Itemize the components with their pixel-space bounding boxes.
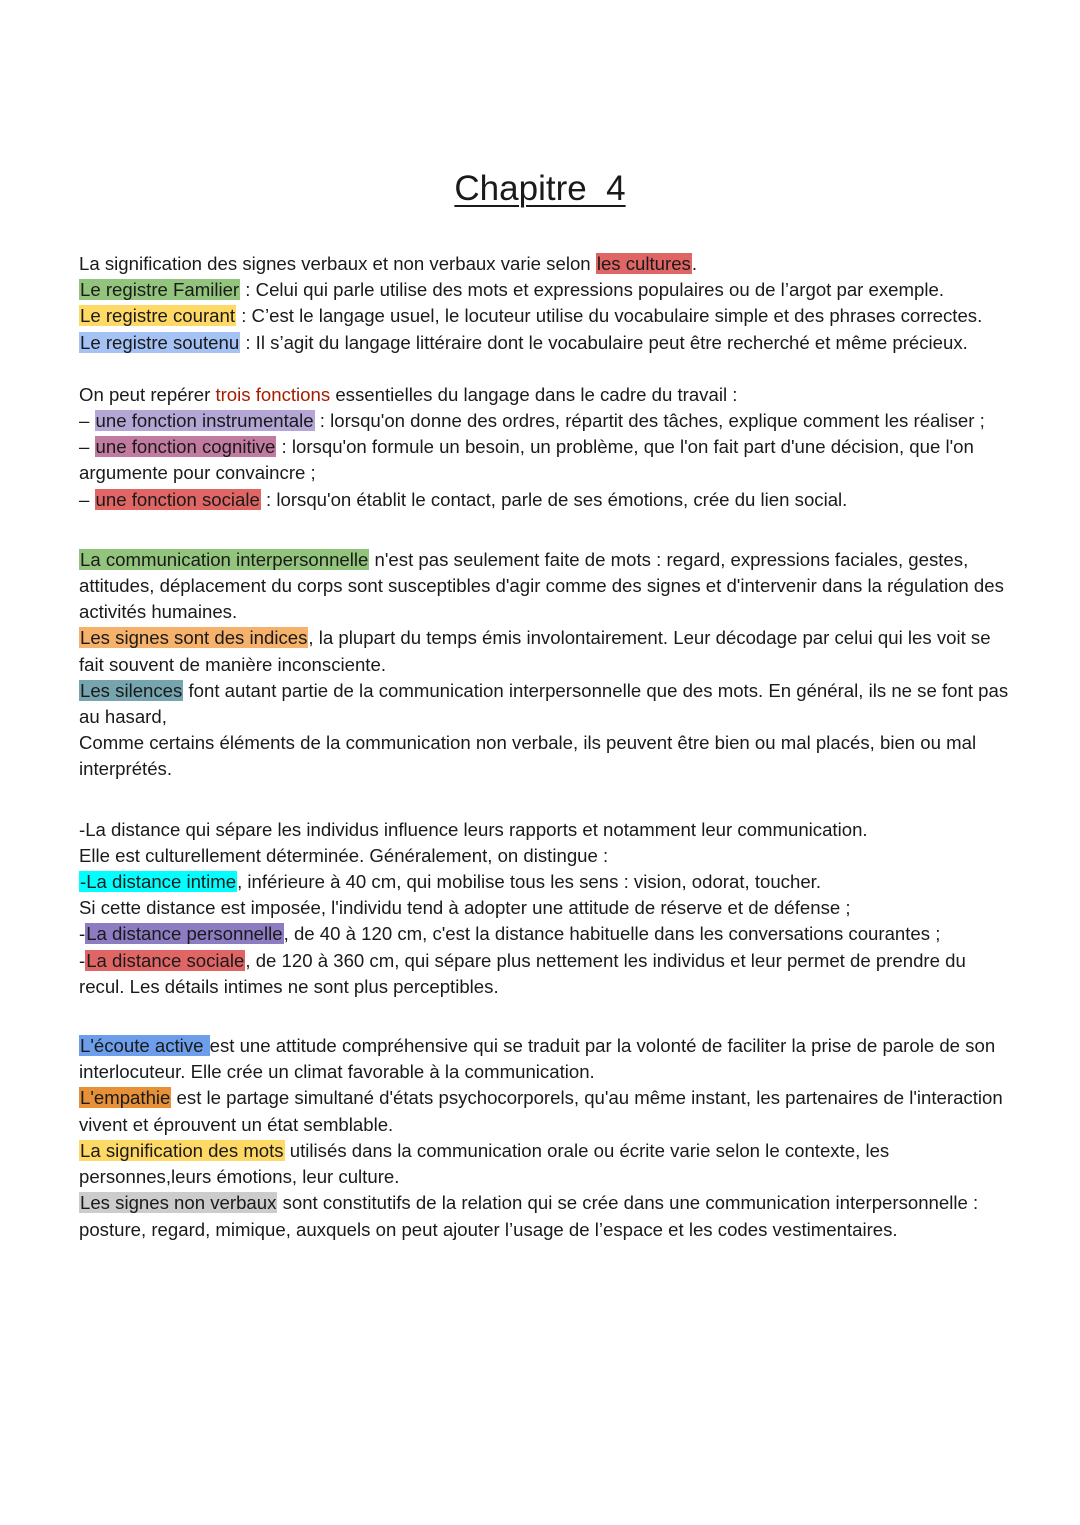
fonction-cognitive-item: – une fonction cognitive : lorsqu'on formule un besoin, un problème, que l'on fait part d'une décision, que l'on argumente pour convaincre ; (79, 436, 974, 484)
highlight-ecoute-active: L'écoute active (80, 1035, 209, 1057)
registre-familier-paragraph: Le registre Familier : Celui qui parle utilise des mots et expressions populaires ou de l’argot par exemple. (80, 279, 944, 301)
distance-sociale-item: -La distance sociale, de 120 à 360 cm, qui sépare plus nettement les individus et leur permet de prendre du recul. Les détails intimes ne sont plus perceptibles. (79, 949, 966, 997)
section-spacer (79, 513, 1009, 547)
distance-personnelle-item: -La distance personnelle, de 40 à 120 cm, c'est la distance habituelle dans les conversations courantes ; (79, 923, 941, 945)
ecoute-active-paragraph: L'écoute active est une attitude compréhensive qui se traduit par la volonté de faciliter la prise de parole de son interlocuteur. Elle crée un climat favorable à la communication. (79, 1035, 996, 1083)
signes-non-verbaux-paragraph: Les signes non verbaux sont constitutifs de la relation qui se crée dans une communication interpersonnelle : posture, regard, mimique, auxquels on peut ajouter l’usage de l’espace et les codes vestimentaires. (79, 1192, 979, 1240)
empathie-paragraph: L'empathie est le partage simultané d'états psychocorporels, qu'au même instant, les partenaires de l'interaction vivent et éprouvent un état semblable. (79, 1087, 1003, 1135)
highlight-signes-indices: Les signes sont des indices (80, 627, 308, 649)
highlight-signes-non-verbaux: Les signes non verbaux (80, 1192, 277, 1214)
highlight-les-silences: Les silences (80, 679, 183, 701)
fonction-instrumentale-item: – une fonction instrumentale : lorsqu'on donne des ordres, répartit des tâches, explique comment les réaliser ; (79, 410, 985, 432)
page-title-text: Chapitre 4 (454, 169, 626, 208)
signes-indices-paragraph: Les signes sont des indices, la plupart du temps émis involontairement. Leur décodage par celui qui les voit se fait souvent de manière inconsciente. (79, 627, 991, 675)
highlight-distance-personnelle: La distance personnelle (86, 923, 283, 945)
highlight-fonction-sociale: une fonction sociale (95, 488, 260, 510)
silences-paragraph: Les silences font autant partie de la communication interpersonnelle que des mots. En général, ils ne se font pas au hasard, (79, 679, 1009, 728)
distance-culture-paragraph: Elle est culturellement déterminée. Généralement, on distingue : (79, 844, 609, 866)
highlight-signification-mots: La signification des mots (80, 1139, 284, 1161)
highlight-distance-sociale: La distance sociale (86, 949, 245, 971)
distance-intime-item: -La distance intime, inférieure à 40 cm, qui mobilise tous les sens : vision, odorat, toucher. (80, 871, 821, 893)
highlight-communication-interpersonnelle: La communication interpersonnelle (80, 548, 369, 570)
fonctions-intro-paragraph: On peut repérer trois fonctions essentielles du langage dans le cadre du travail : (79, 383, 738, 405)
highlight-fonction-instrumentale: une fonction instrumentale (95, 410, 314, 432)
section-spacer (79, 1000, 1009, 1033)
highlight-les-cultures: les cultures (596, 253, 691, 274)
communication-interpersonnelle-paragraph: La communication interpersonnelle n'est pas seulement faite de mots : regard, expressions faciales, gestes, attitudes, déplacement du corps sont susceptibles d'agir comme des signes et d'intervenir dans la régulation des activités humaines. (79, 548, 1004, 623)
highlight-distance-intime: -La distance intime (80, 871, 237, 893)
red-text-trois-fonctions: trois fonctions (215, 383, 331, 405)
distance-imposee-paragraph: Si cette distance est imposée, l'individu tend à adopter une attitude de réserve et de défense ; (79, 897, 851, 919)
signification-mots-paragraph: La signification des mots utilisés dans la communication orale ou écrite varie selon le contexte, les personnes,leurs émotions, leur culture. (79, 1139, 890, 1188)
distance-intro-paragraph: -La distance qui sépare les individus influence leurs rapports et notamment leur communication. (79, 818, 868, 840)
section-spacer (79, 356, 1009, 382)
page-title (0, 168, 1080, 210)
document-body (79, 251, 1009, 1243)
registre-courant-paragraph: Le registre courant : C’est le langage usuel, le locuteur utilise du vocabulaire simple et des phrases correctes. (80, 305, 983, 327)
intro-paragraph: La signification des signes verbaux et non verbaux varie selon les cultures. (79, 253, 698, 274)
highlight-registre-courant: Le registre courant (80, 305, 236, 327)
fonction-sociale-item: – une fonction sociale : lorsqu'on établit le contact, parle de ses émotions, crée du lien social. (79, 488, 848, 510)
highlight-registre-familier: Le registre Familier (80, 279, 240, 301)
highlight-empathie: L'empathie (80, 1087, 171, 1109)
highlight-fonction-cognitive: une fonction cognitive (95, 436, 276, 458)
registre-soutenu-paragraph: Le registre soutenu : Il s’agit du langage littéraire dont le vocabulaire peut être recherché et même précieux. (80, 331, 968, 353)
highlight-registre-soutenu: Le registre soutenu (80, 331, 240, 353)
section-spacer (79, 783, 1009, 817)
non-verbale-paragraph: Comme certains éléments de la communication non verbale, ils peuvent être bien ou mal placés, bien ou mal interprétés. (79, 732, 977, 780)
